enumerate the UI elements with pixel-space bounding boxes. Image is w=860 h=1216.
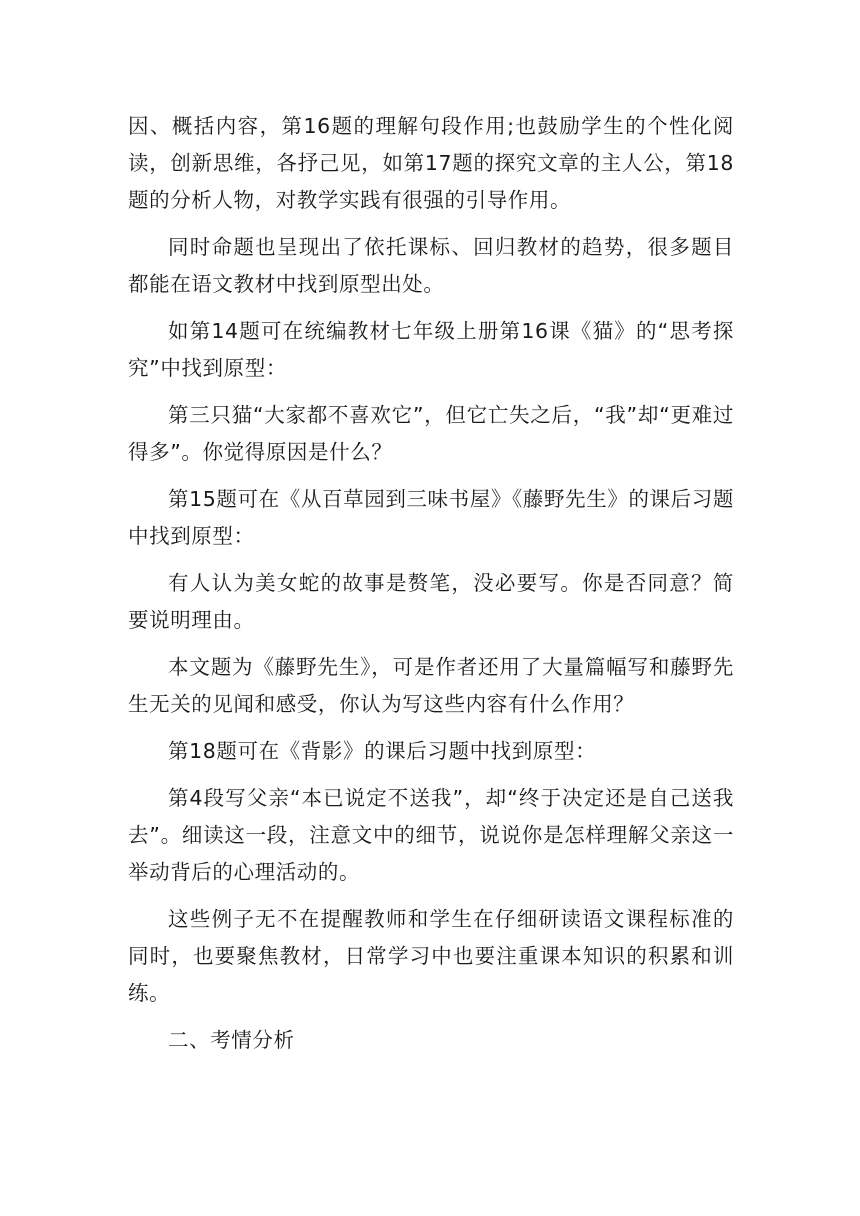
document-body (128, 108, 734, 1059)
paragraph-cat-question: 第三只猫“大家都不喜欢它”，但它亡失之后，“我”却“更难过得多”。你觉得原因是什么？ (128, 403, 734, 464)
paragraph-textbook-trend: 同时命题也呈现出了依托课标、回归教材的趋势，很多题目都能在语文教材中找到原型出处。 (128, 235, 734, 296)
section-heading-exam-analysis: 二、考情分析 (168, 1028, 295, 1052)
paragraph-question-15-source: 第15题可在《从百草园到三味书屋》《藤野先生》的课后习题中找到原型： (128, 487, 734, 548)
paragraph-back-view-question: 第4段写父亲“本已说定不送我”，却“终于决定还是自己送我去”。细读这一段，注意文中的细节，说说你是怎样理解父亲这一举动背后的心理活动的。 (128, 786, 734, 884)
paragraph-fujino-question: 本文题为《藤野先生》，可是作者还用了大量篇幅写和藤野先生无关的见闻和感受，你认为写这些内容有什么作用？ (128, 655, 734, 716)
paragraph-question-18-source: 第18题可在《背影》的课后习题中找到原型： (168, 739, 597, 763)
paragraph-question-14-source: 如第14题可在统编教材七年级上册第16课《猫》的“思考探究”中找到原型： (128, 319, 734, 380)
paragraph-continuation: 因、概括内容，第16题的理解句段作用;也鼓励学生的个性化阅读，创新思维，各抒己见，如第17题的探究文章的主人公，第18题的分析人物，对教学实践有很强的引导作用。 (128, 114, 734, 212)
paragraph-conclusion: 这些例子无不在提醒教师和学生在仔细研读语文课程标准的同时，也要聚焦教材，日常学习中也要注重课本知识的积累和训练。 (128, 907, 734, 1005)
paragraph-snake-story-question: 有人认为美女蛇的故事是赘笔，没必要写。你是否同意？简要说明理由。 (128, 571, 734, 632)
